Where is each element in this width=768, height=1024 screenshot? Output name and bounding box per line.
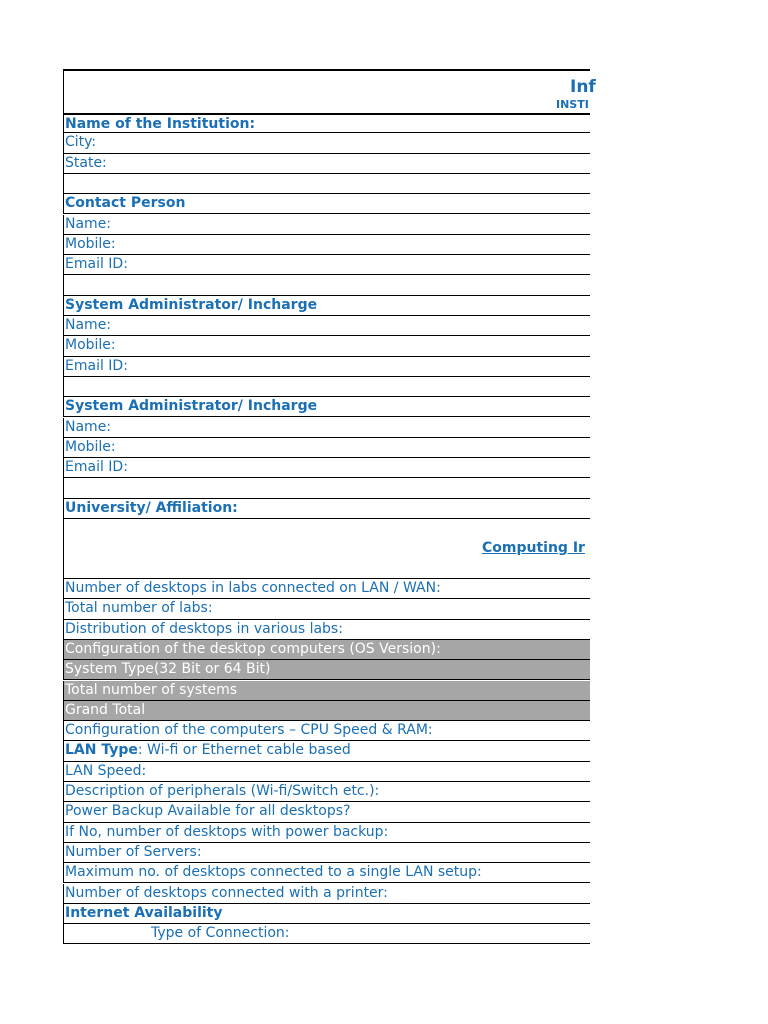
city-row[interactable]: City: xyxy=(63,133,590,153)
peripherals-row[interactable]: Description of peripherals (Wi-fi/Switch etc.): xyxy=(63,782,590,802)
distribution-row[interactable]: Distribution of desktops in various labs: xyxy=(63,620,590,640)
lan-type-row[interactable] xyxy=(63,741,590,761)
config-cpu-row[interactable]: Configuration of the computers – CPU Speed & RAM: xyxy=(63,721,590,741)
sysadmin1-email-row[interactable]: Email ID: xyxy=(63,357,590,377)
power-backup-row[interactable]: Power Backup Available for all desktops? xyxy=(63,802,590,822)
internet-heading: Internet Availability xyxy=(63,904,590,924)
printer-row[interactable]: Number of desktops connected with a printer: xyxy=(63,884,590,904)
computing-section-title[interactable]: Computing Ir xyxy=(482,540,585,556)
institution-name-row[interactable]: Name of the Institution: xyxy=(63,113,590,133)
sysadmin2-heading: System Administrator/ Incharge xyxy=(63,397,590,417)
total-labs-row[interactable]: Total number of labs: xyxy=(63,599,590,619)
lan-type-label: LAN Type xyxy=(65,742,138,759)
blank-row xyxy=(63,478,590,498)
grand-total-row[interactable]: Grand Total xyxy=(63,701,590,721)
max-desktops-row[interactable]: Maximum no. of desktops connected to a single LAN setup: xyxy=(63,863,590,883)
contact-email-row[interactable]: Email ID: xyxy=(63,255,590,275)
desktops-lan-row[interactable]: Number of desktops in labs connected on LAN / WAN: xyxy=(63,579,590,599)
sysadmin2-email-row[interactable]: Email ID: xyxy=(63,458,590,478)
sysadmin1-name-row[interactable]: Name: xyxy=(63,316,590,336)
system-type-row[interactable]: System Type(32 Bit or 64 Bit) xyxy=(63,660,590,680)
servers-row[interactable]: Number of Servers: xyxy=(63,843,590,863)
computing-section-header xyxy=(63,519,590,579)
form-subtitle: INSTI xyxy=(556,98,589,111)
connection-type-row[interactable]: Type of Connection: xyxy=(63,924,590,944)
power-backup-no-row[interactable]: If No, number of desktops with power backup: xyxy=(63,823,590,843)
contact-mobile-row[interactable]: Mobile: xyxy=(63,235,590,255)
total-systems-row[interactable]: Total number of systems xyxy=(63,681,590,701)
university-row[interactable]: University/ Affiliation: xyxy=(63,499,590,519)
config-os-row[interactable]: Configuration of the desktop computers (OS Version): xyxy=(63,640,590,660)
form-header xyxy=(63,69,596,113)
blank-row xyxy=(63,174,590,194)
lan-type-description: : Wi-fi or Ethernet cable based xyxy=(137,742,351,759)
sysadmin2-mobile-row[interactable]: Mobile: xyxy=(63,438,590,458)
sysadmin1-heading: System Administrator/ Incharge xyxy=(63,296,590,316)
lan-speed-row[interactable]: LAN Speed: xyxy=(63,762,590,782)
contact-name-row[interactable]: Name: xyxy=(63,215,590,235)
sysadmin1-mobile-row[interactable]: Mobile: xyxy=(63,336,590,356)
sysadmin2-name-row[interactable]: Name: xyxy=(63,418,590,438)
form-title: Inf xyxy=(570,77,596,97)
form-sheet xyxy=(63,69,596,946)
blank-row xyxy=(63,275,590,295)
blank-row xyxy=(63,377,590,397)
contact-person-heading: Contact Person xyxy=(63,194,590,214)
state-row[interactable]: State: xyxy=(63,154,590,174)
